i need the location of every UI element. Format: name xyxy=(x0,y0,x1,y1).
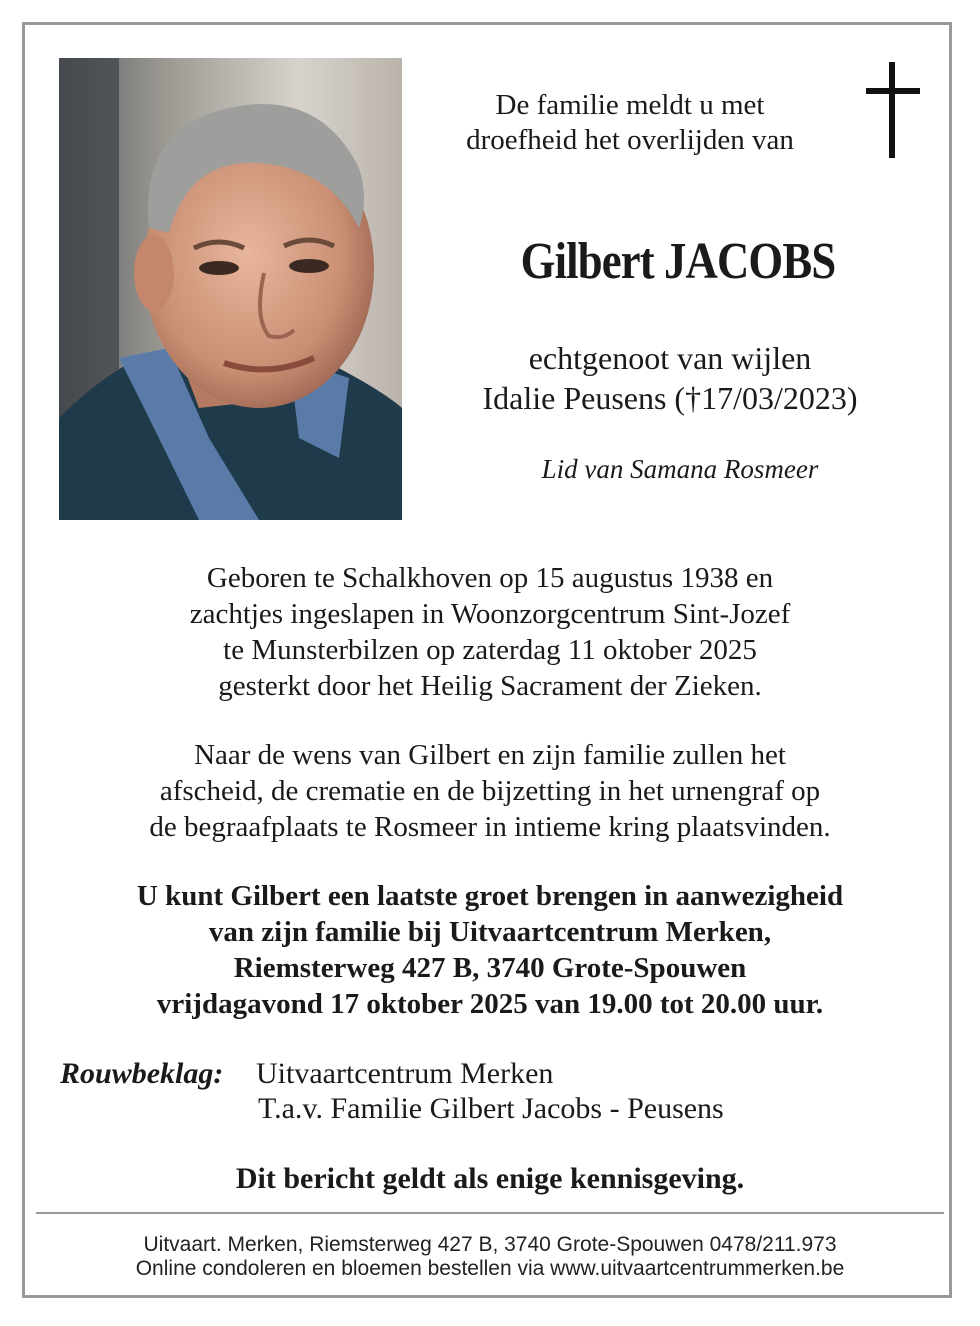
footer-online: Online condoleren en bloemen bestellen via www.uitvaartcentrummerken.be xyxy=(135,1257,845,1280)
condolences-line-2: T.a.v. Familie Gilbert Jacobs - Peusens xyxy=(258,1092,724,1125)
footer-divider xyxy=(36,1212,944,1214)
portrait-photo xyxy=(59,58,402,520)
born-line-3: te Munsterbilzen op zaterdag 11 oktober 2025 xyxy=(223,634,757,666)
condolences-label: Rouwbeklag: xyxy=(60,1057,224,1090)
visit-line-2: van zijn familie bij Uitvaartcentrum Merken, xyxy=(208,916,772,948)
notice-text: Dit bericht geldt als enige kennisgeving. xyxy=(235,1162,745,1195)
visit-line-1: U kunt Gilbert een laatste groet brengen in aanwezigheid xyxy=(136,880,844,912)
visit-line-3: Riemsterweg 427 B, 3740 Grote-Spouwen xyxy=(233,952,747,984)
wish-paragraph xyxy=(40,737,940,845)
intro-line-2: droefheid het overlijden van xyxy=(466,124,794,156)
wish-line-3: de begraafplaats te Rosmeer in intieme kring plaatsvinden. xyxy=(149,811,831,843)
birth-death-paragraph xyxy=(40,560,940,704)
condolences-line-1: Uitvaartcentrum Merken xyxy=(256,1057,554,1090)
visitation-paragraph xyxy=(40,878,940,1022)
wish-line-1: Naar de wens van Gilbert en zijn familie zullen het xyxy=(194,739,786,771)
born-line-2: zachtjes ingeslapen in Woonzorgcentrum Sint-Jozef xyxy=(189,598,791,630)
born-line-1: Geboren te Schalkhoven op 15 augustus 1938 en xyxy=(206,562,774,594)
born-line-4: gesterkt door het Heilig Sacrament der Zieken. xyxy=(218,670,762,702)
spouse-line-2: Idalie Peusens (†17/03/2023) xyxy=(482,380,858,416)
intro-text xyxy=(420,88,840,158)
footer-address: Uitvaart. Merken, Riemsterweg 427 B, 3740 Grote-Spouwen 0478/211.973 xyxy=(143,1233,837,1256)
spouse-text xyxy=(410,338,930,418)
wish-line-2: afscheid, de crematie en de bijzetting in het urnengraf op xyxy=(159,775,821,807)
intro-line-1: De familie meldt u met xyxy=(495,89,765,121)
visit-line-4: vrijdagavond 17 oktober 2025 van 19.00 tot 20.00 uur. xyxy=(156,988,824,1020)
deceased-name: Gilbert JACOBS xyxy=(520,233,836,290)
portrait-illustration xyxy=(59,58,402,520)
membership-text: Lid van Samana Rosmeer xyxy=(541,454,819,484)
cross-icon xyxy=(862,60,924,160)
spouse-line-1: echtgenoot van wijlen xyxy=(528,340,812,376)
